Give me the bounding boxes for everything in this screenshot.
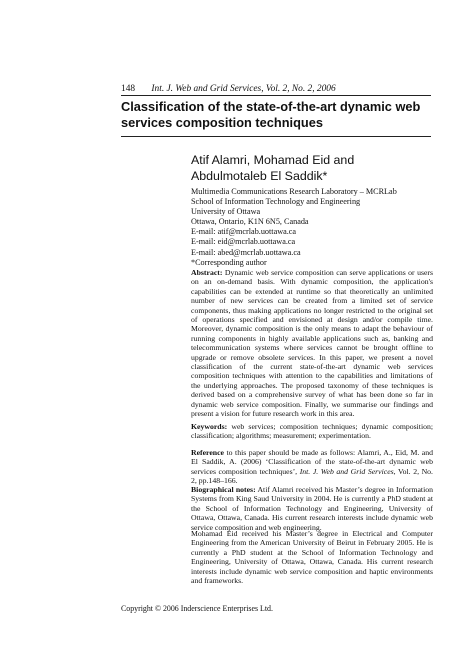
email-abed: E-mail: abed@mcrlab.uottawa.ca	[191, 247, 301, 257]
abstract	[191, 268, 433, 419]
title-rule	[121, 136, 431, 137]
affiliation-university: University of Ottawa	[191, 207, 261, 217]
abstract-text: Dynamic web service composition can serve applications or users on an on-demand basis. With dynamic composition, the application's capabilities can be extended at runtime so that theoretically an unlimited number of new services can be created from a limited set of service components, thus making applications no longer restricted to the original set of operations specified and envisioned at design and/or compile time. Moreover, dynamic composition is the only means to adapt the behaviour of running components in highly available applications such as, banking and telecommunication systems where services cannot be brought offline to upgrade or remove obsolete services. In this paper, we present a novel classification of the current state-of-the-art dynamic web services composition techniques with attention to the capabilities and limitations of the underlying approaches. The proposed taxonomy of these techniques is derived based on a comprehensive survey of what has been done so far in dynamic web service composition. Finally, we summarise our findings and present a vision for future research work in this area.	[191, 268, 433, 419]
authors	[191, 153, 431, 184]
reference-text: to this paper should be made as follows: Alamri, A., Eid, M. and El Saddik, A. (2006) ‘Classification of the state-of-the-art dynamic web services composition techniques’,	[191, 448, 433, 476]
keywords	[191, 422, 433, 441]
biographical-label: Biographical notes:	[191, 485, 256, 494]
affiliation-school: School of Information Technology and Engineering	[191, 197, 361, 207]
running-header	[121, 84, 336, 94]
journal-citation: Int. J. Web and Grid Services, Vol. 2, No. 2, 2006	[151, 84, 336, 94]
biographical-notes	[191, 485, 433, 532]
biography-alamri: Atif Alamri received his Master’s degree in Information Systems from King Saud University in 2004. He is currently a PhD student at the School of Information Technology and Engineering, University of Ottawa, Ottawa, Canada. His current research interests include dynamic web service composition and web engineering.	[191, 485, 433, 532]
reference-label: Reference	[191, 448, 224, 457]
title-line-1: Classification of the state-of-the-art dynamic web	[121, 99, 421, 114]
copyright: Copyright © 2006 Inderscience Enterprises Ltd.	[121, 604, 273, 613]
top-rule	[121, 95, 431, 96]
affiliation-lab: Multimedia Communications Research Laboratory – MCRLab	[191, 187, 397, 196]
abstract-label: Abstract:	[191, 268, 223, 277]
biography-eid: Mohamad Eid received his Master’s degree in Electrical and Computer Engineering from the American University of Beirut in February 2005. He is currently a PhD student at the School of Information Technology and Engineering, University of Ottawa, Ottawa, Canada. His current research interests include dynamic web service composition and haptic environments and frameworks.	[191, 529, 433, 586]
email-eid: E-mail: eid@mcrlab.uottawa.ca	[191, 237, 296, 247]
email-atif: E-mail: atif@mcrlab.uottawa.ca	[191, 227, 297, 237]
reference-note	[191, 448, 433, 486]
corresponding-author-note: *Corresponding author	[191, 257, 267, 267]
paper-title	[121, 99, 433, 131]
reference-volume: , Vol. 2, No. 2, pp.148–166.	[191, 466, 433, 486]
page-number: 148	[121, 84, 136, 94]
title-line-2: services composition techniques	[121, 115, 323, 130]
authors-line-1: Atif Alamri, Mohamad Eid and	[191, 153, 355, 167]
reference-journal: Int. J. Web and Grid Services	[299, 466, 394, 476]
keywords-text: web services; composition techniques; dynamic composition; classification; algorithms; measurement; experimentation.	[191, 422, 433, 441]
authors-line-2: Abdulmotaleb El Saddik*	[191, 168, 328, 183]
affiliation	[191, 187, 431, 268]
affiliation-address: Ottawa, Ontario, K1N 6N5, Canada	[191, 217, 309, 227]
keywords-label: Keywords:	[191, 422, 228, 431]
